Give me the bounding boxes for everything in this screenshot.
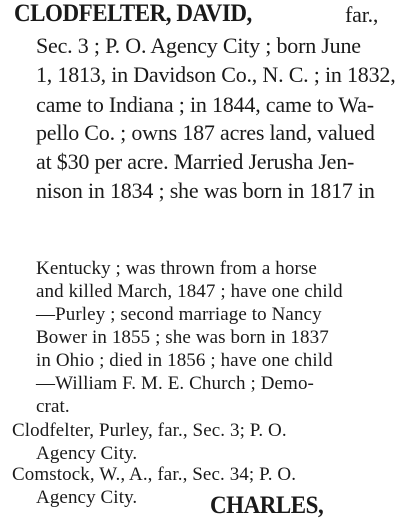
entry-line: Agency City. (36, 487, 138, 508)
entry-line: and killed March, 1847 ; have one child (36, 281, 343, 302)
entry-clodfelter-purley: Clodfelter, Purley, far., Sec. 3; P. O. (12, 420, 287, 441)
entry-line: Agency City. (36, 443, 138, 464)
entry-line: 1, 1813, in Davidson Co., N. C. ; in 1832, (36, 62, 396, 87)
entry-line: Sec. 3 ; P. O. Agency City ; born June (36, 33, 361, 58)
entry-line: in Ohio ; died in 1856 ; have one child (36, 350, 333, 371)
entry-line: crat. (36, 396, 70, 417)
entry-line: far., (345, 2, 379, 27)
page-gap (0, 242, 400, 256)
entry-line: —William F. M. E. Church ; Demo- (36, 373, 314, 394)
entry-line: Kentucky ; was thrown from a horse (36, 258, 317, 279)
entry-line: came to Indiana ; in 1844, came to Wa- (36, 92, 374, 117)
lower-text-block (0, 256, 400, 519)
entry-comstock: Comstock, W., A., far., Sec. 34; P. O. (12, 464, 297, 485)
entry-line: pello Co. ; owns 187 acres land, valued (36, 120, 375, 145)
entry-line: nison in 1834 ; she was born in 1817 in (36, 178, 375, 203)
upper-text-block (0, 0, 400, 242)
entry-line: at $30 per acre. Married Jerusha Jen- (36, 149, 355, 174)
entry-line: Bower in 1855 ; she was born in 1837 (36, 327, 329, 348)
next-entry-heading-partial: CHARLES, (210, 492, 324, 519)
entry-line: —Purley ; second marriage to Nancy (36, 304, 322, 325)
entry-name-clodfelter-david: CLODFELTER, DAVID, (14, 0, 252, 27)
